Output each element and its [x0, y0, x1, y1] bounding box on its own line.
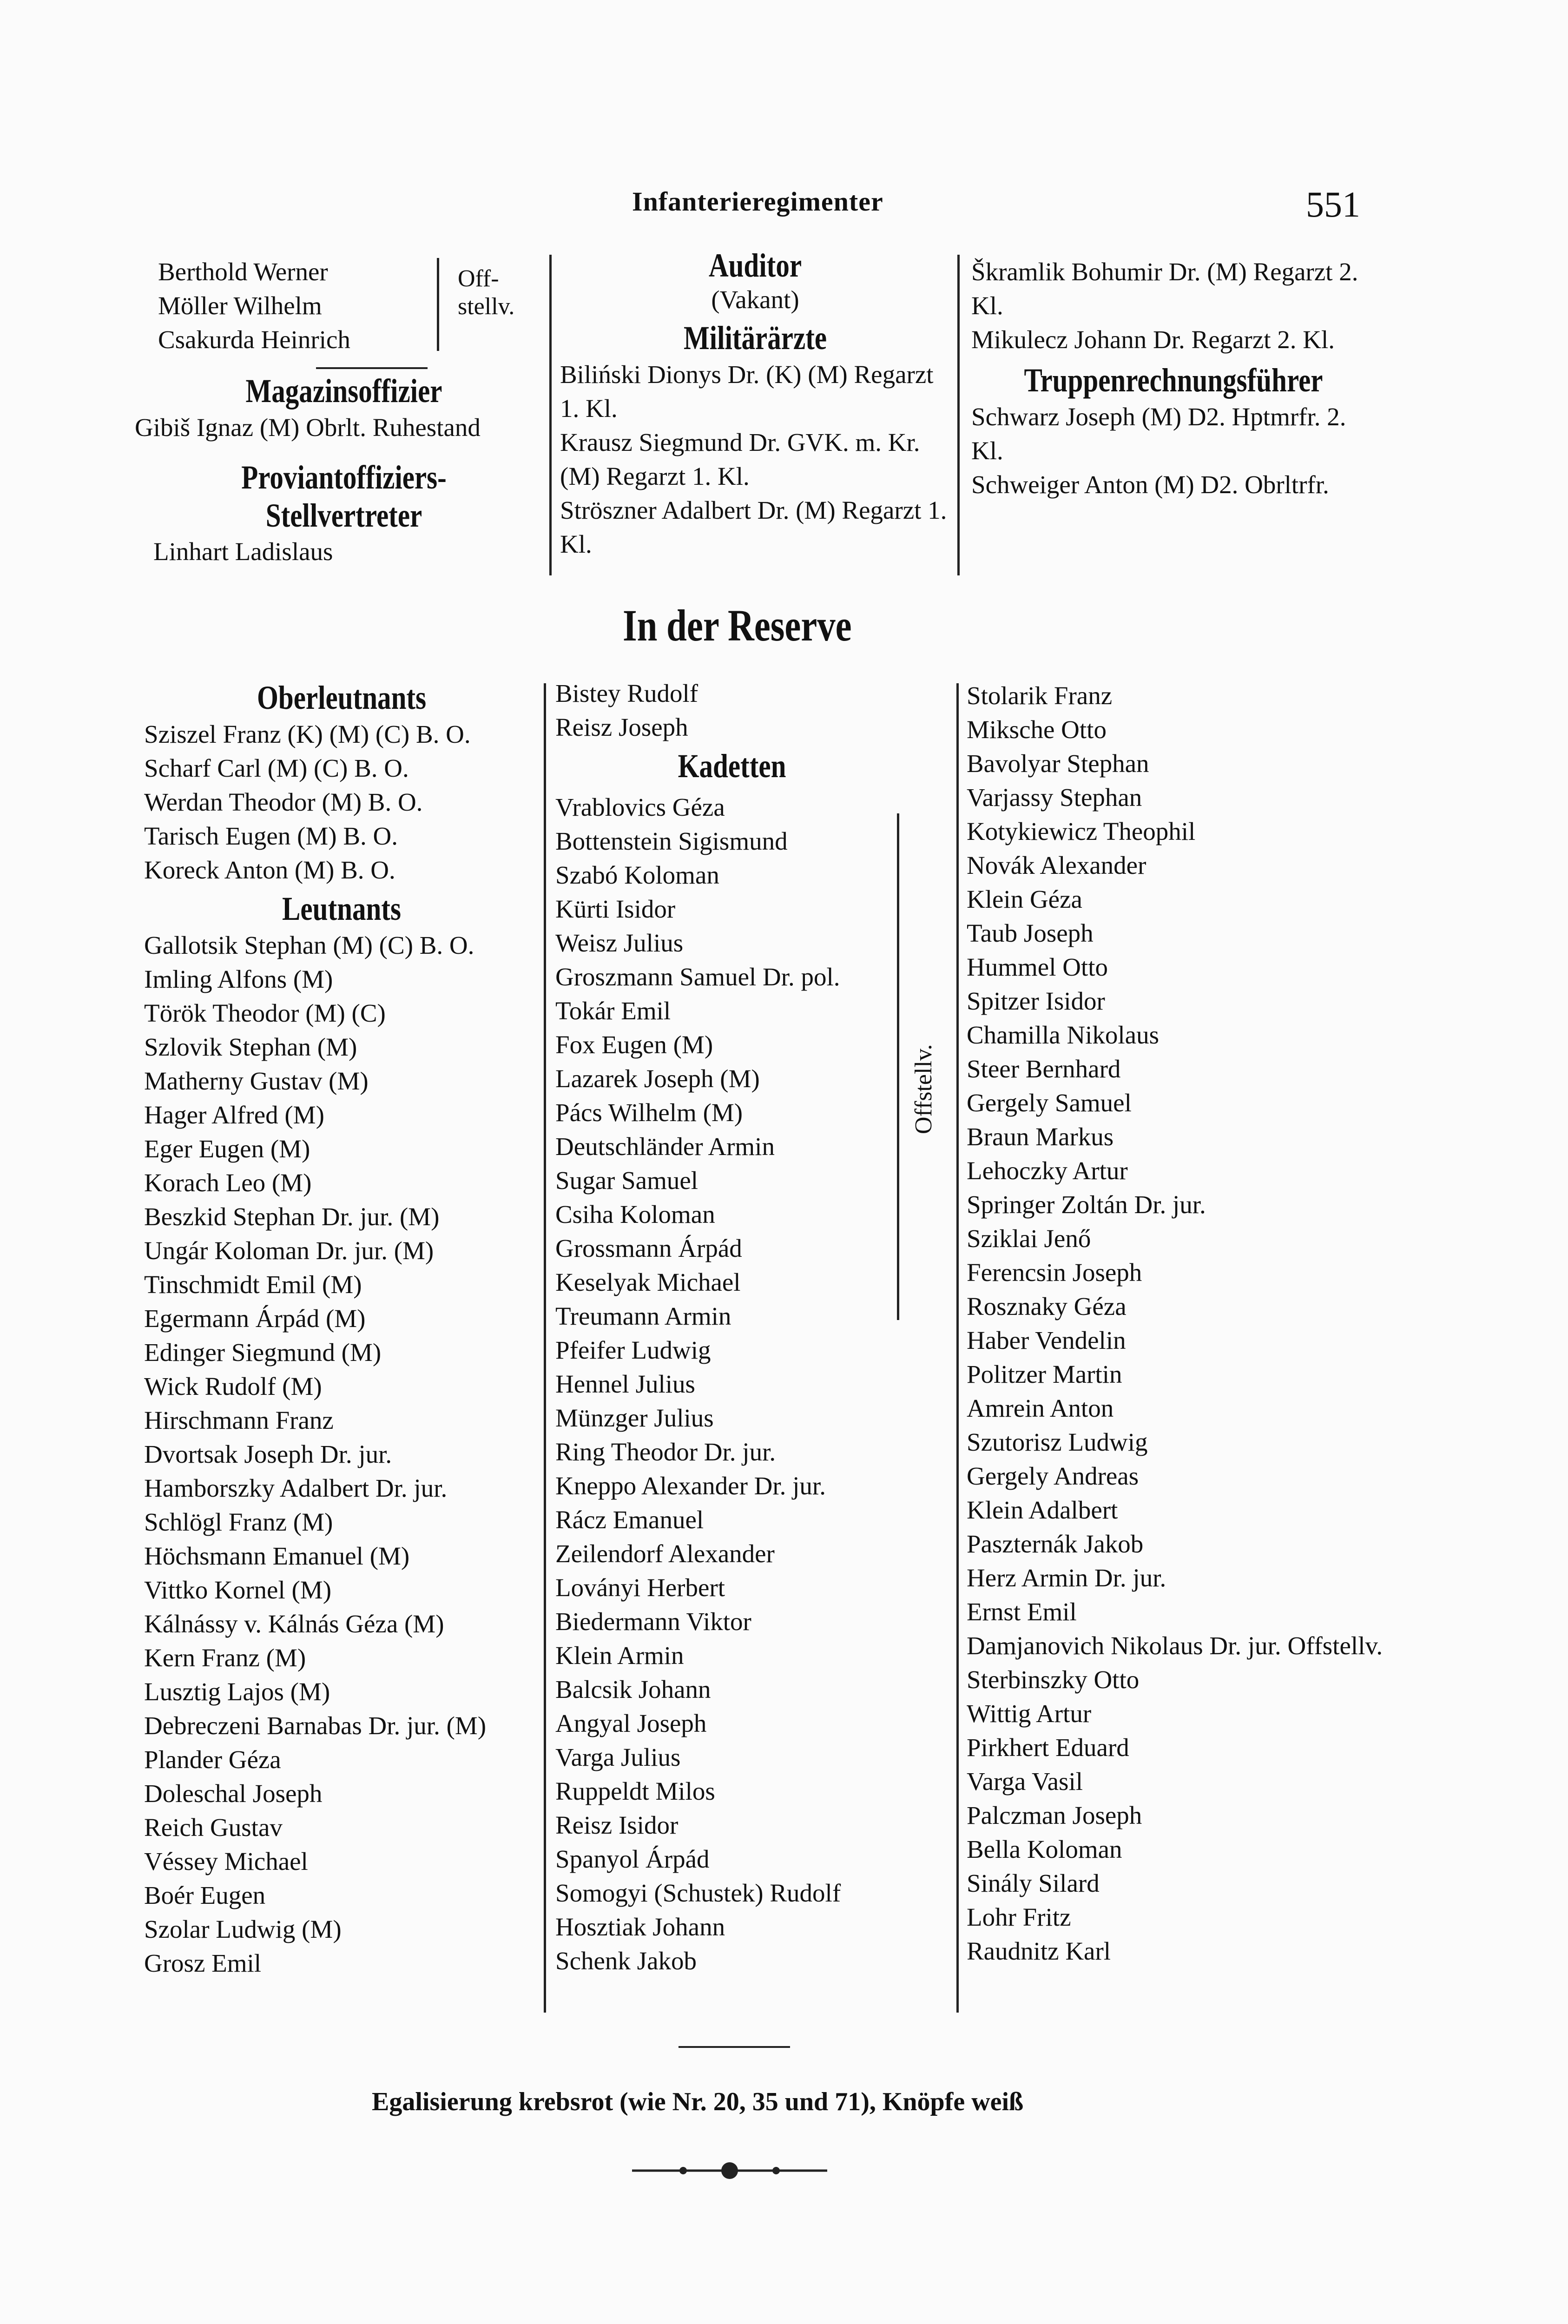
column-rule — [544, 683, 546, 2013]
list-item: Hennel Julius — [555, 1370, 695, 1398]
list-item: Debreczeni Barnabas Dr. jur. (M) — [144, 1711, 487, 1740]
list-item: Loványi Herbert — [555, 1573, 725, 1602]
list-item: Haber Vendelin — [967, 1326, 1126, 1354]
list-item: Matherny Gustav (M) — [144, 1067, 369, 1095]
list-item: Mikulecz Johann Dr. Regarzt 2. Kl. — [971, 325, 1335, 354]
footer-note: Egalisierung krebsrot (wie Nr. 20, 35 und 71), Knöpfe weiß — [372, 2087, 1024, 2116]
list-item: Deutschländer Armin — [555, 1132, 775, 1161]
list-item: Eger Eugen (M) — [144, 1135, 310, 1163]
list-item: Kürti Isidor — [555, 895, 676, 923]
list-item: Kneppo Alexander Dr. jur. — [555, 1472, 826, 1500]
list-item: Rácz Emanuel — [555, 1505, 704, 1534]
list-item: Steer Bernhard — [967, 1055, 1121, 1083]
magazin-entry: Gibiš Ignaz (M) Obrlt. Ruhestand — [135, 413, 481, 442]
list-item: Dvortsak Joseph Dr. jur. — [144, 1440, 392, 1468]
list-item: Spanyol Árpád — [555, 1845, 710, 1873]
list-item: Lehoczky Artur — [967, 1156, 1128, 1185]
list-item: Sugar Samuel — [555, 1166, 698, 1195]
list-item: Herz Armin Dr. jur. — [967, 1564, 1166, 1592]
list-item: Tinschmidt Emil (M) — [144, 1270, 362, 1299]
list-item: Groszmann Samuel Dr. pol. — [555, 963, 840, 991]
offstellv-label: Off-stellv. — [458, 265, 515, 320]
list-item: Paszternák Jakob — [967, 1530, 1144, 1558]
divider — [679, 2046, 790, 2048]
list-item: Tokár Emil — [555, 997, 671, 1025]
list-item: Sterbinszky Otto — [967, 1665, 1140, 1694]
right-column — [967, 679, 1385, 1968]
divider — [316, 367, 428, 369]
list-item: Ströszner Adalbert Dr. (M) Regarzt 1. Kl. — [560, 496, 947, 558]
oberleutnants-list — [144, 717, 539, 887]
list-item: Bistey Rudolf — [555, 679, 698, 707]
list-item: Vittko Kornel (M) — [144, 1576, 332, 1604]
list-item: Kotykiewicz Theophil — [967, 817, 1196, 845]
list-item: Edinger Siegmund (M) — [144, 1338, 382, 1367]
list-item: Damjanovich Nikolaus Dr. jur. Offstellv. — [967, 1631, 1383, 1660]
list-item: Klein Armin — [555, 1641, 684, 1670]
magazin-block — [135, 372, 553, 568]
reserve-heading: In der Reserve — [623, 601, 852, 650]
list-item: Pirkhert Eduard — [967, 1733, 1129, 1762]
running-header: Infanterieregimenter — [632, 186, 883, 217]
offstellv-label: Offstellv. — [910, 1044, 937, 1134]
list-item: Hosztiak Johann — [555, 1913, 725, 1941]
list-item: Bottenstein Sigismund — [555, 827, 788, 855]
column-rule — [549, 255, 552, 575]
list-item: Rosznaky Géza — [967, 1292, 1127, 1320]
list-item: Werdan Theodor (M) B. O. — [144, 788, 423, 816]
brace-line — [437, 258, 439, 351]
kadetten-offstellv-list — [555, 790, 909, 1299]
section-heading: Kadetten — [678, 747, 786, 785]
list-item: Bavolyar Stephan — [967, 749, 1149, 778]
list-item: Vrablovics Géza — [555, 793, 725, 821]
section-heading: Oberleutnants — [257, 679, 427, 716]
offstellv-row: Berthold Werner — [158, 257, 328, 286]
list-item: Novák Alexander — [967, 851, 1146, 879]
list-item: Pfeifer Ludwig — [555, 1336, 711, 1364]
left-column — [144, 679, 539, 1980]
list-item: Klein Géza — [967, 885, 1082, 913]
section-heading: Magazinsoffizier — [245, 372, 442, 409]
list-item: Scharf Carl (M) (C) B. O. — [144, 754, 409, 782]
list-item: Ungár Koloman Dr. jur. (M) — [144, 1236, 434, 1265]
list-item: Sziszel Franz (K) (M) (C) B. O. — [144, 720, 471, 748]
kadetten-list — [555, 1299, 909, 1978]
list-item: Török Theodor (M) (C) — [144, 999, 386, 1027]
offstellv-row: Möller Wilhelm — [158, 291, 322, 320]
right-list — [967, 679, 1385, 1968]
list-item: Egermann Árpád (M) — [144, 1304, 366, 1333]
section-heading: Leutnants — [282, 890, 401, 927]
list-item: Škramlik Bohumir Dr. (M) Regarzt 2. Kl. — [971, 257, 1358, 320]
list-item: Miksche Otto — [967, 715, 1107, 744]
list-item: Krausz Siegmund Dr. GVK. m. Kr. (M) Regarzt 1. Kl. — [560, 428, 920, 490]
list-item: Schwarz Joseph (M) D2. Hptmrfr. 2. Kl. — [971, 403, 1346, 465]
list-item: Somogyi (Schustek) Rudolf — [555, 1879, 841, 1907]
list-item: Kálnássy v. Kálnás Géza (M) — [144, 1610, 444, 1638]
list-item: Stolarik Franz — [967, 681, 1113, 710]
list-item: Varga Vasil — [967, 1767, 1083, 1796]
list-item: Hirschmann Franz — [144, 1406, 334, 1434]
list-item: Palczman Joseph — [967, 1801, 1142, 1829]
list-item: Boér Eugen — [144, 1881, 266, 1909]
leutnants-list — [144, 928, 539, 1980]
list-item: Biedermann Viktor — [555, 1607, 751, 1636]
list-item: Treumann Armin — [555, 1302, 731, 1330]
section-heading: Truppenrechnungsführer — [1024, 362, 1323, 399]
list-item: Sinály Silard — [967, 1869, 1100, 1897]
list-item: Weisz Julius — [555, 929, 684, 957]
list-item: Schlögl Franz (M) — [144, 1508, 333, 1536]
list-item: Springer Zoltán Dr. jur. — [967, 1190, 1206, 1219]
list-item: Wittig Artur — [967, 1699, 1092, 1728]
list-item: Kern Franz (M) — [144, 1644, 306, 1672]
list-item: Keselyak Michael — [555, 1268, 741, 1296]
list-item: Politzer Martin — [967, 1360, 1122, 1388]
column-rule — [956, 683, 959, 2013]
list-item: Szutorisz Ludwig — [967, 1428, 1148, 1456]
list-item: Reisz Isidor — [555, 1811, 679, 1839]
list-item: Pács Wilhelm (M) — [555, 1098, 743, 1127]
list-item: Varga Julius — [555, 1743, 681, 1771]
list-item: Szlovik Stephan (M) — [144, 1033, 357, 1061]
proviant-entry: Linhart Ladislaus — [153, 537, 333, 566]
list-item: Doleschal Joseph — [144, 1779, 323, 1808]
list-item: Angyal Joseph — [555, 1709, 707, 1737]
list-item: Grosz Emil — [144, 1949, 262, 1977]
list-item: Szabó Koloman — [555, 861, 719, 889]
list-item: Höchsmann Emanuel (M) — [144, 1542, 410, 1570]
top-right-block — [971, 255, 1376, 502]
list-item: Lohr Fritz — [967, 1903, 1071, 1931]
list-item: Csiha Koloman — [555, 1200, 715, 1228]
list-item: Ernst Emil — [967, 1598, 1077, 1626]
list-item: Hager Alfred (M) — [144, 1101, 324, 1129]
auditor-sub: (Vakant) — [711, 285, 799, 314]
ornament-icon — [632, 2157, 827, 2185]
list-item: Gergely Andreas — [967, 1462, 1139, 1490]
list-item: Lusztig Lajos (M) — [144, 1677, 330, 1706]
list-item: Reich Gustav — [144, 1813, 283, 1842]
top-middle-block — [560, 246, 950, 561]
list-item: Spitzer Isidor — [967, 987, 1105, 1015]
offstellv-row: Csakurda Heinrich — [158, 325, 350, 354]
list-item: Taub Joseph — [967, 919, 1094, 947]
list-item: Szolar Ludwig (M) — [144, 1915, 342, 1943]
list-item: Imling Alfons (M) — [144, 965, 333, 993]
brace-line — [897, 813, 899, 1320]
list-item: Varjassy Stephan — [967, 783, 1142, 812]
list-item: Schenk Jakob — [555, 1947, 697, 1975]
list-item: Schweiger Anton (M) D2. Obrltrfr. — [971, 470, 1329, 499]
list-item: Münzger Julius — [555, 1404, 714, 1432]
list-item: Reisz Joseph — [555, 713, 688, 741]
list-item: Sziklai Jenő — [967, 1224, 1091, 1253]
list-item: Ferencsin Joseph — [967, 1258, 1142, 1287]
list-item: Balcsik Johann — [555, 1675, 711, 1703]
list-item: Zeilendorf Alexander — [555, 1539, 775, 1568]
list-item: Raudnitz Karl — [967, 1937, 1111, 1965]
list-item: Grossmann Árpád — [555, 1234, 742, 1262]
list-item: Ruppeldt Milos — [555, 1777, 715, 1805]
list-item: Amrein Anton — [967, 1394, 1114, 1422]
list-item: Hummel Otto — [967, 953, 1108, 981]
list-item: Gergely Samuel — [967, 1089, 1132, 1117]
column-rule — [957, 255, 960, 575]
page-number: 551 — [1306, 184, 1360, 224]
section-heading: Proviantoffiziers-Stellvertreter — [241, 459, 447, 534]
middle-column — [555, 676, 909, 1978]
list-item: Wick Rudolf (M) — [144, 1372, 322, 1400]
list-item: Beszkid Stephan Dr. jur. (M) — [144, 1202, 440, 1231]
list-item: Lazarek Joseph (M) — [555, 1064, 760, 1093]
list-item: Braun Markus — [967, 1122, 1114, 1151]
section-heading: Militärärzte — [683, 319, 827, 357]
list-item: Plander Géza — [144, 1745, 281, 1774]
list-item: Fox Eugen (M) — [555, 1030, 713, 1059]
list-item: Biliński Dionys Dr. (K) (M) Regarzt 1. Kl. — [560, 360, 934, 423]
list-item: Korach Leo (M) — [144, 1169, 312, 1197]
list-item: Véssey Michael — [144, 1847, 308, 1875]
list-item: Ring Theodor Dr. jur. — [555, 1438, 776, 1466]
middle-top-list — [555, 676, 909, 744]
list-item: Chamilla Nikolaus — [967, 1021, 1159, 1049]
section-heading: Auditor — [708, 247, 802, 284]
list-item: Tarisch Eugen (M) B. O. — [144, 822, 398, 850]
list-item: Klein Adalbert — [967, 1496, 1118, 1524]
list-item: Bella Koloman — [967, 1835, 1122, 1863]
list-item: Hamborszky Adalbert Dr. jur. — [144, 1474, 448, 1502]
list-item: Gallotsik Stephan (M) (C) B. O. — [144, 931, 474, 959]
list-item: Koreck Anton (M) B. O. — [144, 856, 395, 884]
